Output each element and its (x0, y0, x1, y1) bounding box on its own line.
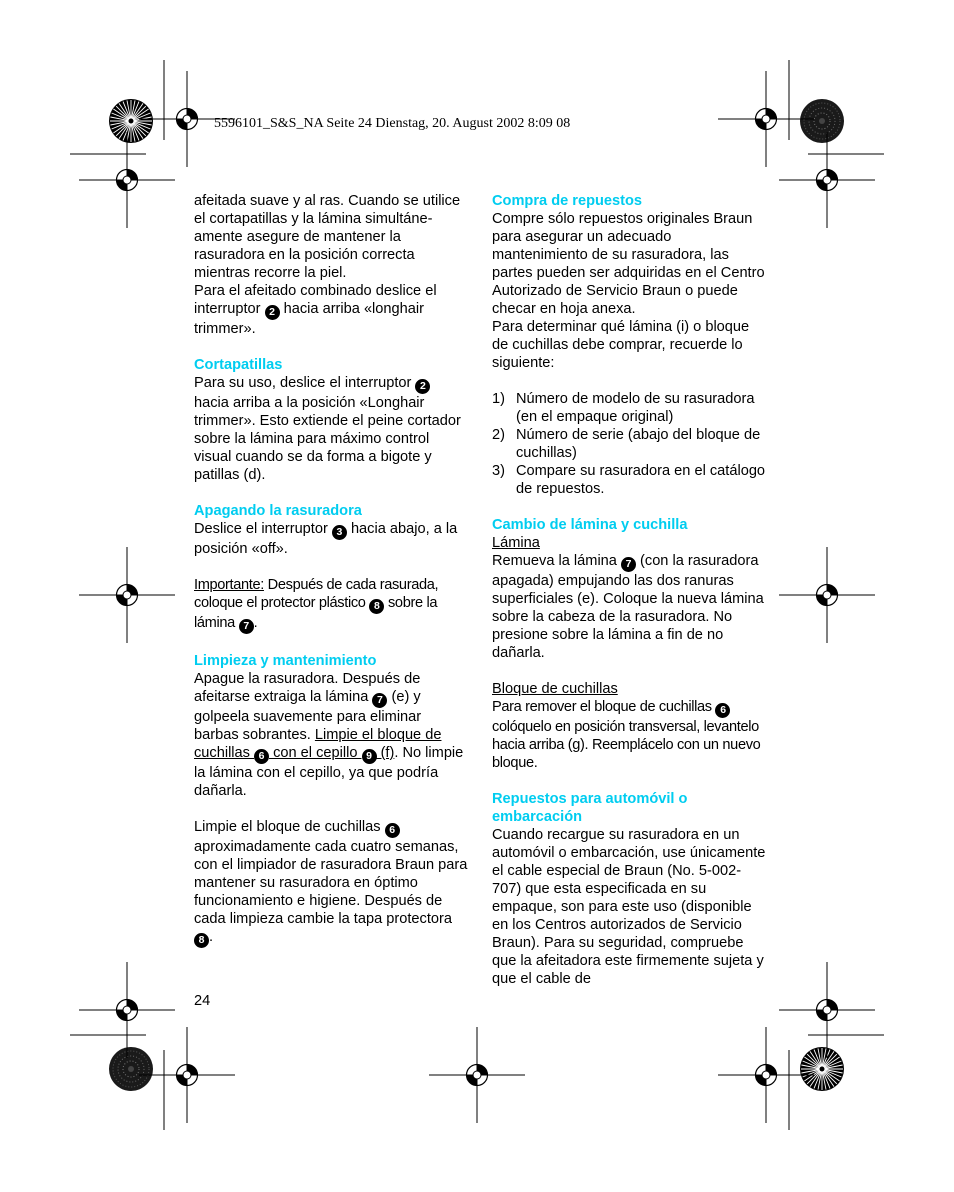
badge-8-icon: 8 (194, 933, 209, 948)
heading-limpieza: Limpieza y mantenimiento (194, 653, 377, 669)
paragraph-bloque: Para remover el bloque de cuchillas 6 colóquelo en posición transversal, levantelo hacia arriba (g). Reemplácelo con un nuevo bloque. (492, 699, 761, 771)
left-column (194, 192, 469, 948)
badge-8-icon: 8 (369, 599, 384, 614)
heading-cortapatillas: Cortapatillas (194, 357, 283, 373)
badge-7-icon: 7 (239, 619, 254, 634)
paragraph-limpieza: Apague la rasuradora. Después de afeitarse extraiga la lámina 7 (e) y golpeela suavemente para eliminar barbas sobrantes. Limpie el bloque de cuchillas 6 con el cepillo 9 (f). No limpie la lámina con el cepillo, ya que podría dañarla. (194, 671, 464, 799)
paragraph-combinado: Para el afeitado combinado deslice el interruptor 2 hacia arriba «longhair trimmer». (194, 283, 437, 337)
paragraph-repuestos-auto: Cuando recargue su rasuradora en un automóvil o embarcación, use únicamente el cable especial de Braun (No. 5-002-707) que esta especificada en su empaque, son para este uso (disponible en los Centros autorizados de Servicio Braun). Para su seguridad, compruebe que la afeitadora este firmemente sujeta y que el cable de (492, 827, 766, 987)
paragraph-cortapatillas: Para su uso, deslice el interruptor 2 hacia arriba a la posición «Longhair trimmer». Esto extiende el peine cortador sobre la lámina para máximo control visual cuando se da forma a bigote y patillas (d). (194, 375, 461, 483)
badge-2-icon: 2 (415, 379, 430, 394)
heading-repuestos-auto: Repuestos para automóvil o embarcación (492, 791, 688, 825)
list-item: 3) Compare su rasuradora en el catálogo de repuestos. (492, 463, 766, 497)
subheading-bloque: Bloque de cuchillas (492, 681, 618, 697)
badge-6-icon: 6 (254, 749, 269, 764)
parts-list (492, 390, 767, 498)
list-item: 2) Número de serie (abajo del bloque de cuchillas) (492, 427, 761, 461)
badge-7-icon: 7 (621, 557, 636, 572)
page-number: 24 (194, 993, 211, 1009)
print-header: 5596101_S&S_NA Seite 24 Dienstag, 20. August 2002 8:09 08 (214, 116, 571, 131)
badge-6-icon: 6 (715, 703, 730, 718)
badge-9-icon: 9 (362, 749, 377, 764)
heading-apagando: Apagando la rasuradora (194, 503, 362, 519)
badge-3-icon: 3 (332, 525, 347, 540)
subheading-lamina: Lámina (492, 535, 540, 551)
right-column (492, 192, 767, 988)
paragraph-apagando: Deslice el interruptor 3 hacia abajo, a la posición «off». (194, 521, 458, 557)
badge-7-icon: 7 (372, 693, 387, 708)
paragraph-afeitada: afeitada suave y al ras. Cuando se utilice el cortapatillas y la lámina simultáne-amente asegure de mantener la rasuradora en la posición correcta mientras recorre la piel. (194, 193, 461, 281)
paragraph-determinar: Para determinar qué lámina (i) o bloque de cuchillas debe comprar, recuerde lo siguiente: (492, 319, 750, 371)
heading-cambio: Cambio de lámina y cuchilla (492, 517, 688, 533)
heading-compra: Compra de repuestos (492, 193, 643, 209)
list-item: 1) Número de modelo de su rasuradora (en el empaque original) (492, 391, 755, 425)
badge-6-icon: 6 (385, 823, 400, 838)
badge-2-icon: 2 (265, 305, 280, 320)
paragraph-compra: Compre sólo repuestos originales Braun para asegurar un adecuado mantenimiento de su rasuradora, las partes pueden ser adquiridas en el Centro Autorizado de Servicio Braun o puede checar en hoja anexa. (492, 211, 765, 317)
paragraph-importante: Importante: Después de cada rasurada, coloque el protector plástico 8 sobre la lámina 7 . (194, 577, 439, 632)
paragraph-lamina: Remueva la lámina 7 (con la rasuradora apagada) empujando las dos ranuras superficiales (e). Coloque la nueva lámina sobre la cabeza de la rasuradora. No presione sobre la lámina a fin de no dañarla. (492, 553, 764, 661)
paragraph-limpie-bloque: Limpie el bloque de cuchillas 6 aproximadamente cada cuatro semanas, con el limpiador de rasuradora Braun para mantener su rasuradora en óptimo funcionamiento e higiene. Después de cada limpieza cambie la tapa protectora 8 . (194, 819, 468, 946)
